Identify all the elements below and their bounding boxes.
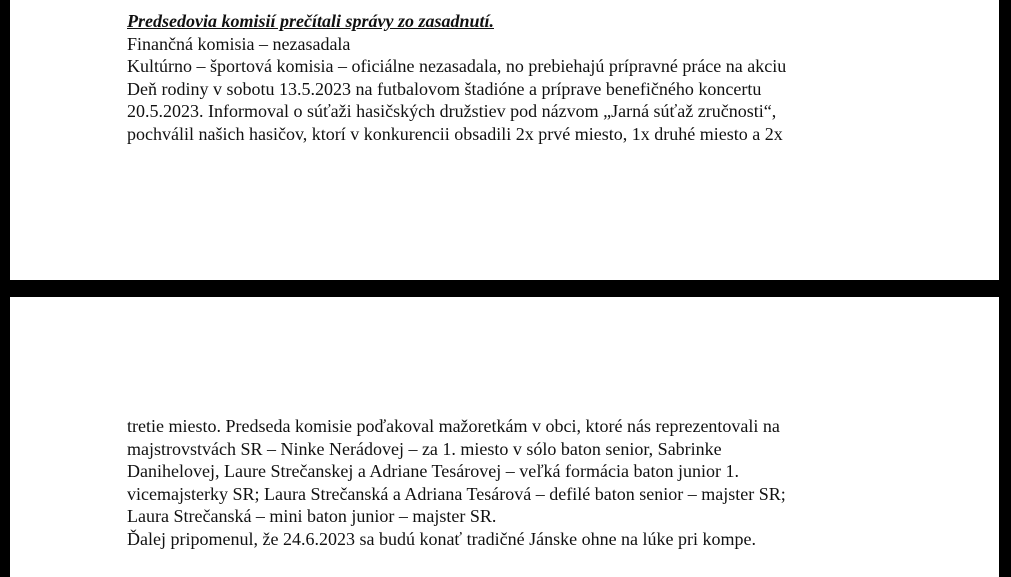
section-heading: Predsedovia komisií prečítali správy zo zasadnutí.: [127, 11, 494, 31]
text-line: Ďalej pripomenul, že 24.6.2023 sa budú konať tradičné Jánske ohne na lúke pri kompe.: [127, 528, 757, 549]
page-1-text: [127, 10, 887, 145]
text-line: Deň rodiny v sobotu 13.5.2023 na futbalovom štadióne a príprave benefičného koncertu: [127, 78, 762, 99]
text-line: majstrovstvách SR – Ninke Nerádovej – za 1. miesto v sólo baton senior, Sabrinke: [127, 438, 722, 459]
text-line: Kultúrno – športová komisia – oficiálne nezasadala, no prebiehajú prípravné práce na akciu: [127, 56, 787, 76]
text-line: Finančná komisia – nezasadala: [127, 33, 351, 54]
document-page-1: [10, 0, 999, 280]
text-line: 20.5.2023. Informoval o súťaži hasičských družstiev pod názvom „Jarná súťaž zručnosti“,: [127, 101, 777, 121]
text-line: Laura Strečanská – mini baton junior – majster SR.: [127, 506, 497, 526]
text-line: pochválil našich hasičov, ktorí v konkurencii obsadili 2x prvé miesto, 1x druhé miesto a 2x: [127, 123, 783, 144]
text-line: vicemajsterky SR; Laura Strečanská a Adriana Tesárová – defilé baton senior – majster SR;: [127, 483, 786, 504]
page-2-text: [127, 415, 887, 550]
text-line: tretie miesto. Predseda komisie poďakoval mažoretkám v obci, ktoré nás reprezentovali na: [127, 416, 780, 436]
document-page-2: [10, 297, 999, 577]
text-line: Danihelovej, Laure Strečanskej a Adriane Tesárovej – veľká formácia baton junior 1.: [127, 461, 739, 481]
